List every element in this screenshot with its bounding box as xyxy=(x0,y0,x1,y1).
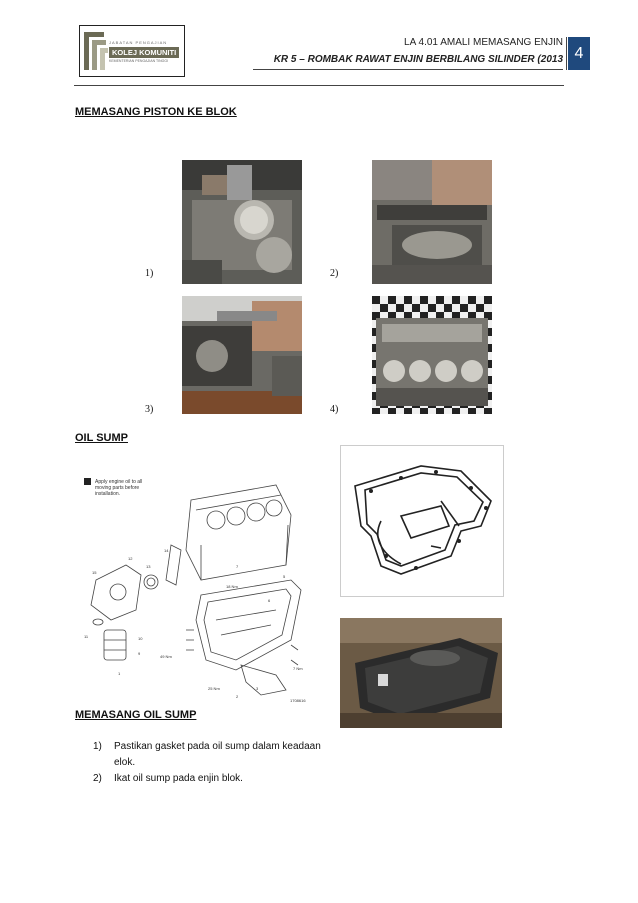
svg-text:7: 7 xyxy=(236,564,239,569)
step-text: Ikat oil sump pada enjin blok. xyxy=(114,773,243,784)
photo-piston-step-1 xyxy=(182,160,302,284)
section-title-piston: MEMASANG PISTON KE BLOK xyxy=(75,106,237,118)
caption-2: 2) xyxy=(330,268,339,279)
caption-3: 3) xyxy=(145,404,154,415)
list-item xyxy=(93,771,323,787)
step-number: 1) xyxy=(93,741,102,752)
header-line2: KR 5 – ROMBAK RAWAT ENJIN BERBILANG SILINDER (2013 xyxy=(273,54,563,65)
header-rule xyxy=(253,69,563,70)
photo-piston-step-2 xyxy=(372,160,492,284)
oil-can-icon xyxy=(84,478,91,485)
svg-text:9: 9 xyxy=(138,651,141,656)
section-title-install-oil-sump: MEMASANG OIL SUMP xyxy=(75,709,197,721)
svg-text:3: 3 xyxy=(256,686,259,691)
list-item xyxy=(93,739,323,771)
svg-text:2: 2 xyxy=(236,694,239,699)
svg-text:12: 12 xyxy=(128,556,133,561)
svg-text:10: 10 xyxy=(138,636,143,641)
svg-text:14: 14 xyxy=(164,548,169,553)
svg-text:1: 1 xyxy=(118,671,121,676)
step-text: Pastikan gasket pada oil sump dalam keadaan elok. xyxy=(114,741,321,768)
header-line1: LA 4.01 AMALI MEMASANG ENJIN xyxy=(404,37,563,48)
svg-text:25 Nm: 25 Nm xyxy=(208,686,220,691)
logo-small-text: JABATAN PENGAJIAN xyxy=(109,40,168,45)
caption-1: 1) xyxy=(145,268,154,279)
install-steps-list xyxy=(93,739,323,787)
step-number: 2) xyxy=(93,773,102,784)
header-bottom-rule xyxy=(74,85,564,86)
svg-text:18 Nm: 18 Nm xyxy=(226,584,238,589)
svg-text:5: 5 xyxy=(283,574,286,579)
page-number-badge: 4 xyxy=(568,37,590,70)
svg-text:Apply engine oil to all: Apply engine oil to all moving parts before installation. xyxy=(95,479,143,497)
svg-text:11: 11 xyxy=(84,634,89,639)
oil-pan-drawing xyxy=(340,445,504,597)
oil-sump-photo xyxy=(340,618,502,728)
svg-text:7 Nm: 7 Nm xyxy=(293,666,303,671)
logo-main-text: KOLEJ KOMUNITI xyxy=(109,47,179,58)
section-title-oil-sump: OIL SUMP xyxy=(75,432,128,444)
logo-sub-text: KEMENTERIAN PENGAJIAN TINGGI xyxy=(109,59,169,63)
svg-text:6: 6 xyxy=(268,598,271,603)
svg-text:1708616: 1708616 xyxy=(290,698,306,703)
diagram-note: Apply engine oil to all xyxy=(95,479,143,485)
logo-mark-icon xyxy=(84,32,108,70)
oil-sump-exploded-diagram xyxy=(76,470,314,710)
svg-text:15: 15 xyxy=(92,570,97,575)
college-logo xyxy=(79,25,185,77)
caption-4: 4) xyxy=(330,404,339,415)
svg-text:49 Nm: 49 Nm xyxy=(160,654,172,659)
photo-piston-step-4 xyxy=(372,296,492,414)
header-vertical-rule xyxy=(566,37,567,70)
photo-piston-step-3 xyxy=(182,296,302,414)
svg-text:13: 13 xyxy=(146,564,151,569)
